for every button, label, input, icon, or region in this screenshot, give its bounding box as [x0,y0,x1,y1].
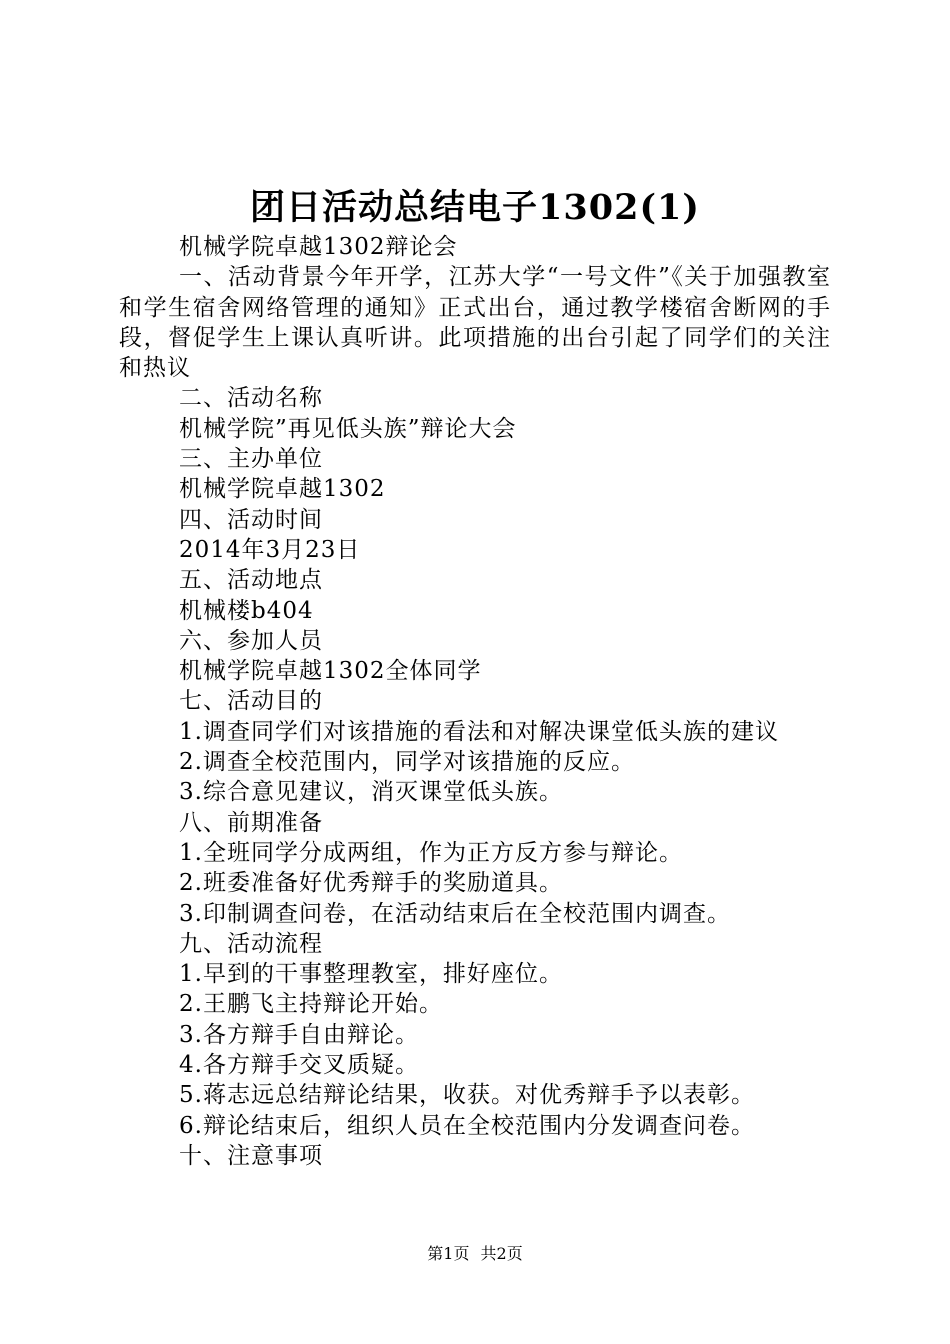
paragraph: 七、活动目的 [179,688,323,715]
document-title: 团日活动总结电子1302(1) [250,187,700,228]
paragraph: 1.全班同学分成两组，作为正方反方参与辩论。 [179,839,683,866]
paragraph: 1.早到的干事整理教室，排好座位。 [179,961,563,988]
paragraph: 6.辩论结束后，组织人员在全校范围内分发调查问卷。 [179,1112,755,1139]
paragraph: 机械学院卓越1302 [179,476,386,503]
paragraph: 1.调查同学们对该措施的看法和对解决课堂低头族的建议 [179,718,779,745]
paragraph: 4.各方辩手交叉质疑。 [179,1052,419,1079]
paragraph: 二、活动名称 [179,385,323,412]
page-total: 共2页 [480,1244,523,1263]
paragraph: 2.班委准备好优秀辩手的奖励道具。 [179,870,563,897]
document-body [119,232,831,1171]
page-number: 第1页 [427,1244,470,1263]
page-footer [0,1243,950,1265]
paragraph: 3.综合意见建议，消灭课堂低头族。 [179,779,563,806]
paragraph: 3.各方辩手自由辩论。 [179,1021,419,1048]
paragraph: 五、活动地点 [179,567,323,594]
paragraph: 九、活动流程 [179,930,323,957]
paragraph: 机械学院卓越1302辩论会 [179,234,458,260]
paragraph: 四、活动时间 [179,506,323,533]
paragraph: 2.王鹏飞主持辩论开始。 [179,991,443,1018]
paragraph: 六、参加人员 [179,627,323,654]
paragraph: 2.调查全校范围内，同学对该措施的反应。 [179,749,635,776]
paragraph: 5.蒋志远总结辩论结果，收获。对优秀辩手予以表彰。 [179,1082,755,1109]
paragraph: 十、注意事项 [179,1142,323,1169]
paragraph: 一、活动背景今年开学，江苏大学“一号文件”《关于加强教室和学生宿舍网络管理的通知》正式出台，通过教学楼宿舍断网的手段，督促学生上课认真听讲。此项措施的出台引起了同学们的关注和热议 [119,264,831,382]
paragraph: 机械学院”再见低头族”辩论大会 [179,415,517,442]
paragraph: 机械楼b404 [179,597,314,624]
paragraph: 2014年3月23日 [179,536,361,563]
paragraph: 3.印制调查问卷，在活动结束后在全校范围内调查。 [179,900,731,927]
paragraph: 机械学院卓越1302全体同学 [179,658,482,685]
paragraph: 八、前期准备 [179,809,323,836]
paragraph: 三、主办单位 [179,446,323,473]
